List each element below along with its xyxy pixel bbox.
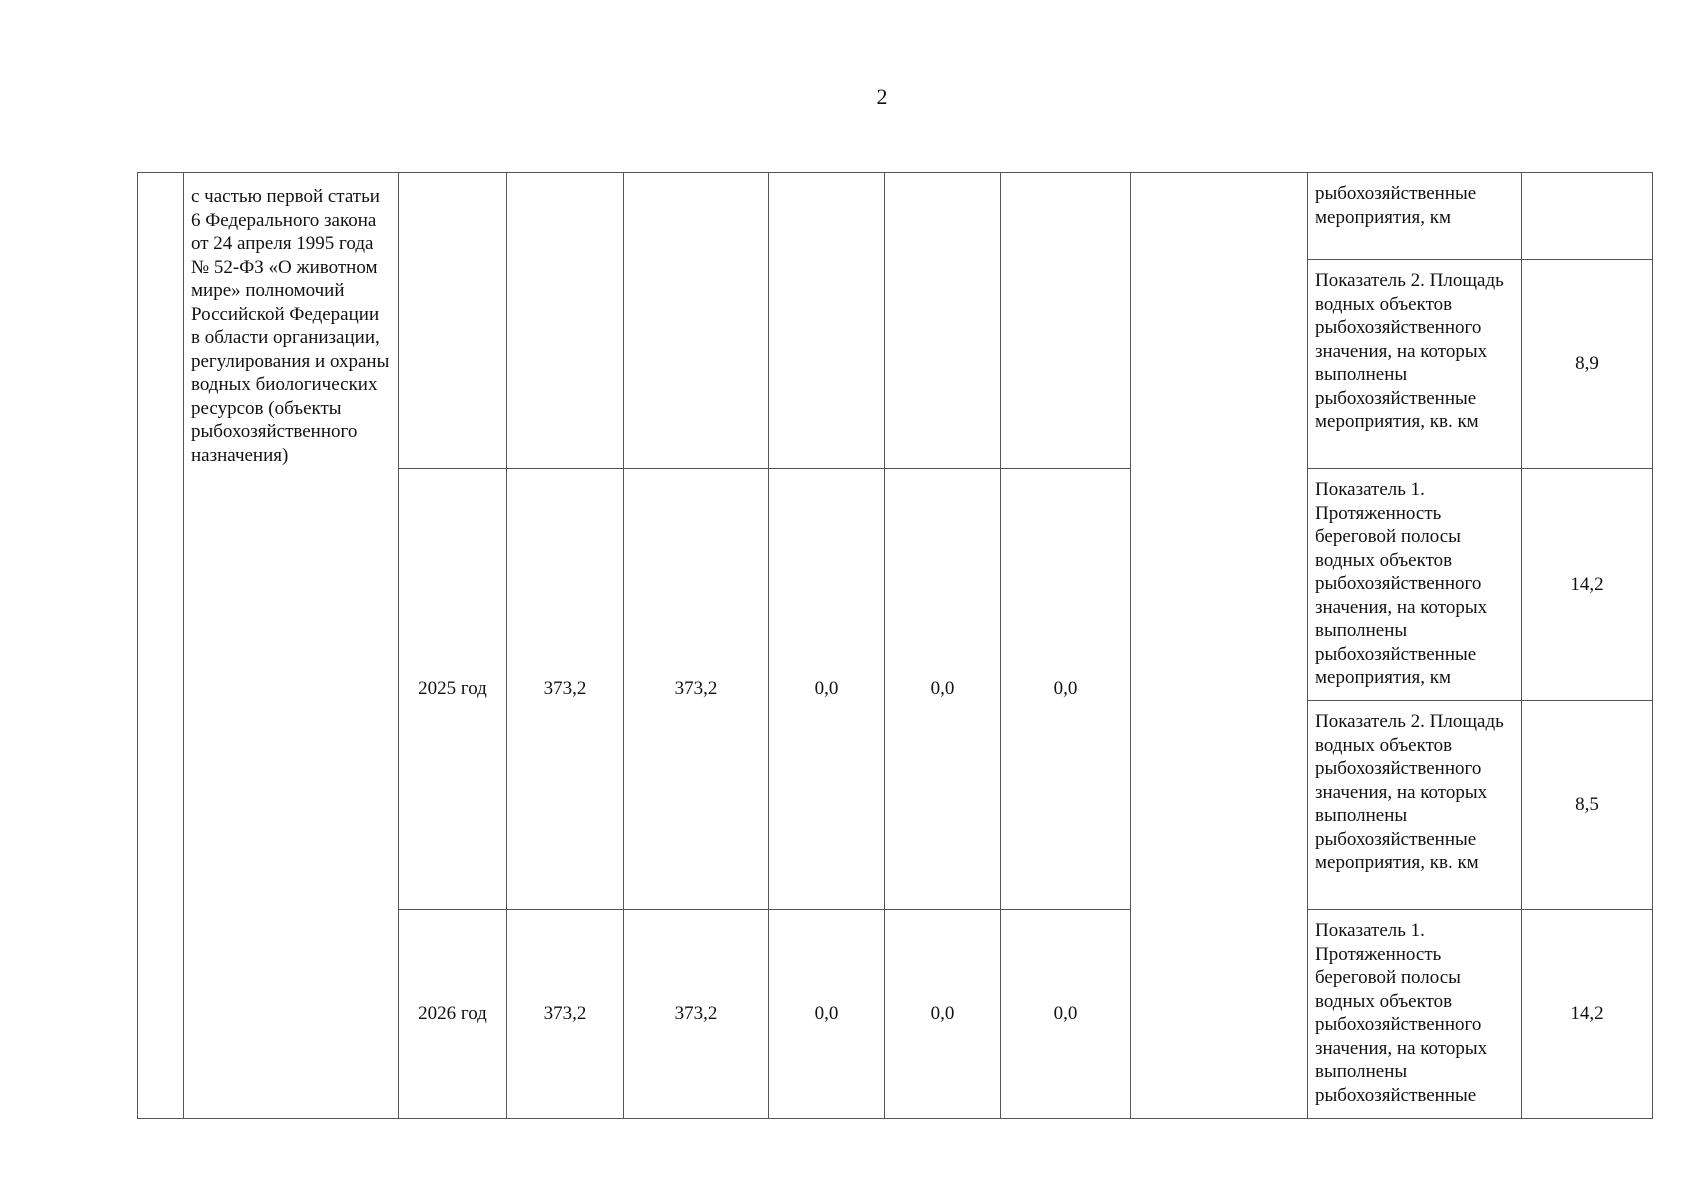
federal-cell: 373,2 [624,910,769,1119]
total-cell-continued [507,173,624,469]
indicator-name-cell: Показатель 2. Площадь водных объектов рыбохозяйственного значения, на которых выполнены рыбохозяйственные мероприятия, кв. км [1308,260,1522,469]
budget-indicators-table [137,172,1653,1119]
indicator-name-cell: Показатель 1. Протяженность береговой полосы водных объектов рыбохозяйственного значения, на которых выполнены рыбохозяйственные [1308,910,1522,1119]
indicator-value-cell: 14,2 [1522,469,1653,701]
total-cell: 373,2 [507,910,624,1119]
indicator-name-cell: Показатель 2. Площадь водных объектов рыбохозяйственного значения, на которых выполнены рыбохозяйственные мероприятия, кв. км [1308,701,1522,910]
federal-cell-continued [624,173,769,469]
other-cell: 0,0 [1001,469,1131,910]
regional-cell: 0,0 [769,469,885,910]
page-number: 2 [876,84,888,109]
total-cell: 373,2 [507,469,624,910]
federal-cell: 373,2 [624,469,769,910]
activity-description-cell: с частью первой статьи 6 Федерального закона от 24 апреля 1995 года № 52-ФЗ «О животном мире» полномочий Российской Федерации в области организации, регулирования и охраны водных биологических ресурсов (объекты рыбохозяйственного назначения) [184,173,399,1119]
indicator-name-cell: рыбохозяйственные мероприятия, км [1308,173,1522,260]
indicator-name-cell: Показатель 1. Протяженность береговой полосы водных объектов рыбохозяйственного значения, на которых выполнены рыбохозяйственные мероприятия, км [1308,469,1522,701]
other-cell-continued [1001,173,1131,469]
year-cell: 2025 год [399,469,507,910]
year-cell-continued [399,173,507,469]
other-cell: 0,0 [1001,910,1131,1119]
indicator-value-cell: 8,9 [1522,260,1653,469]
indicator-value-cell [1522,173,1653,260]
executor-cell [1131,173,1308,1119]
year-cell: 2026 год [399,910,507,1119]
table-row [138,173,1653,260]
row-number-cell [138,173,184,1119]
indicator-value-cell: 8,5 [1522,701,1653,910]
regional-cell: 0,0 [769,910,885,1119]
local-cell: 0,0 [885,469,1001,910]
regional-cell-continued [769,173,885,469]
indicator-value-cell: 14,2 [1522,910,1653,1119]
local-cell-continued [885,173,1001,469]
local-cell: 0,0 [885,910,1001,1119]
